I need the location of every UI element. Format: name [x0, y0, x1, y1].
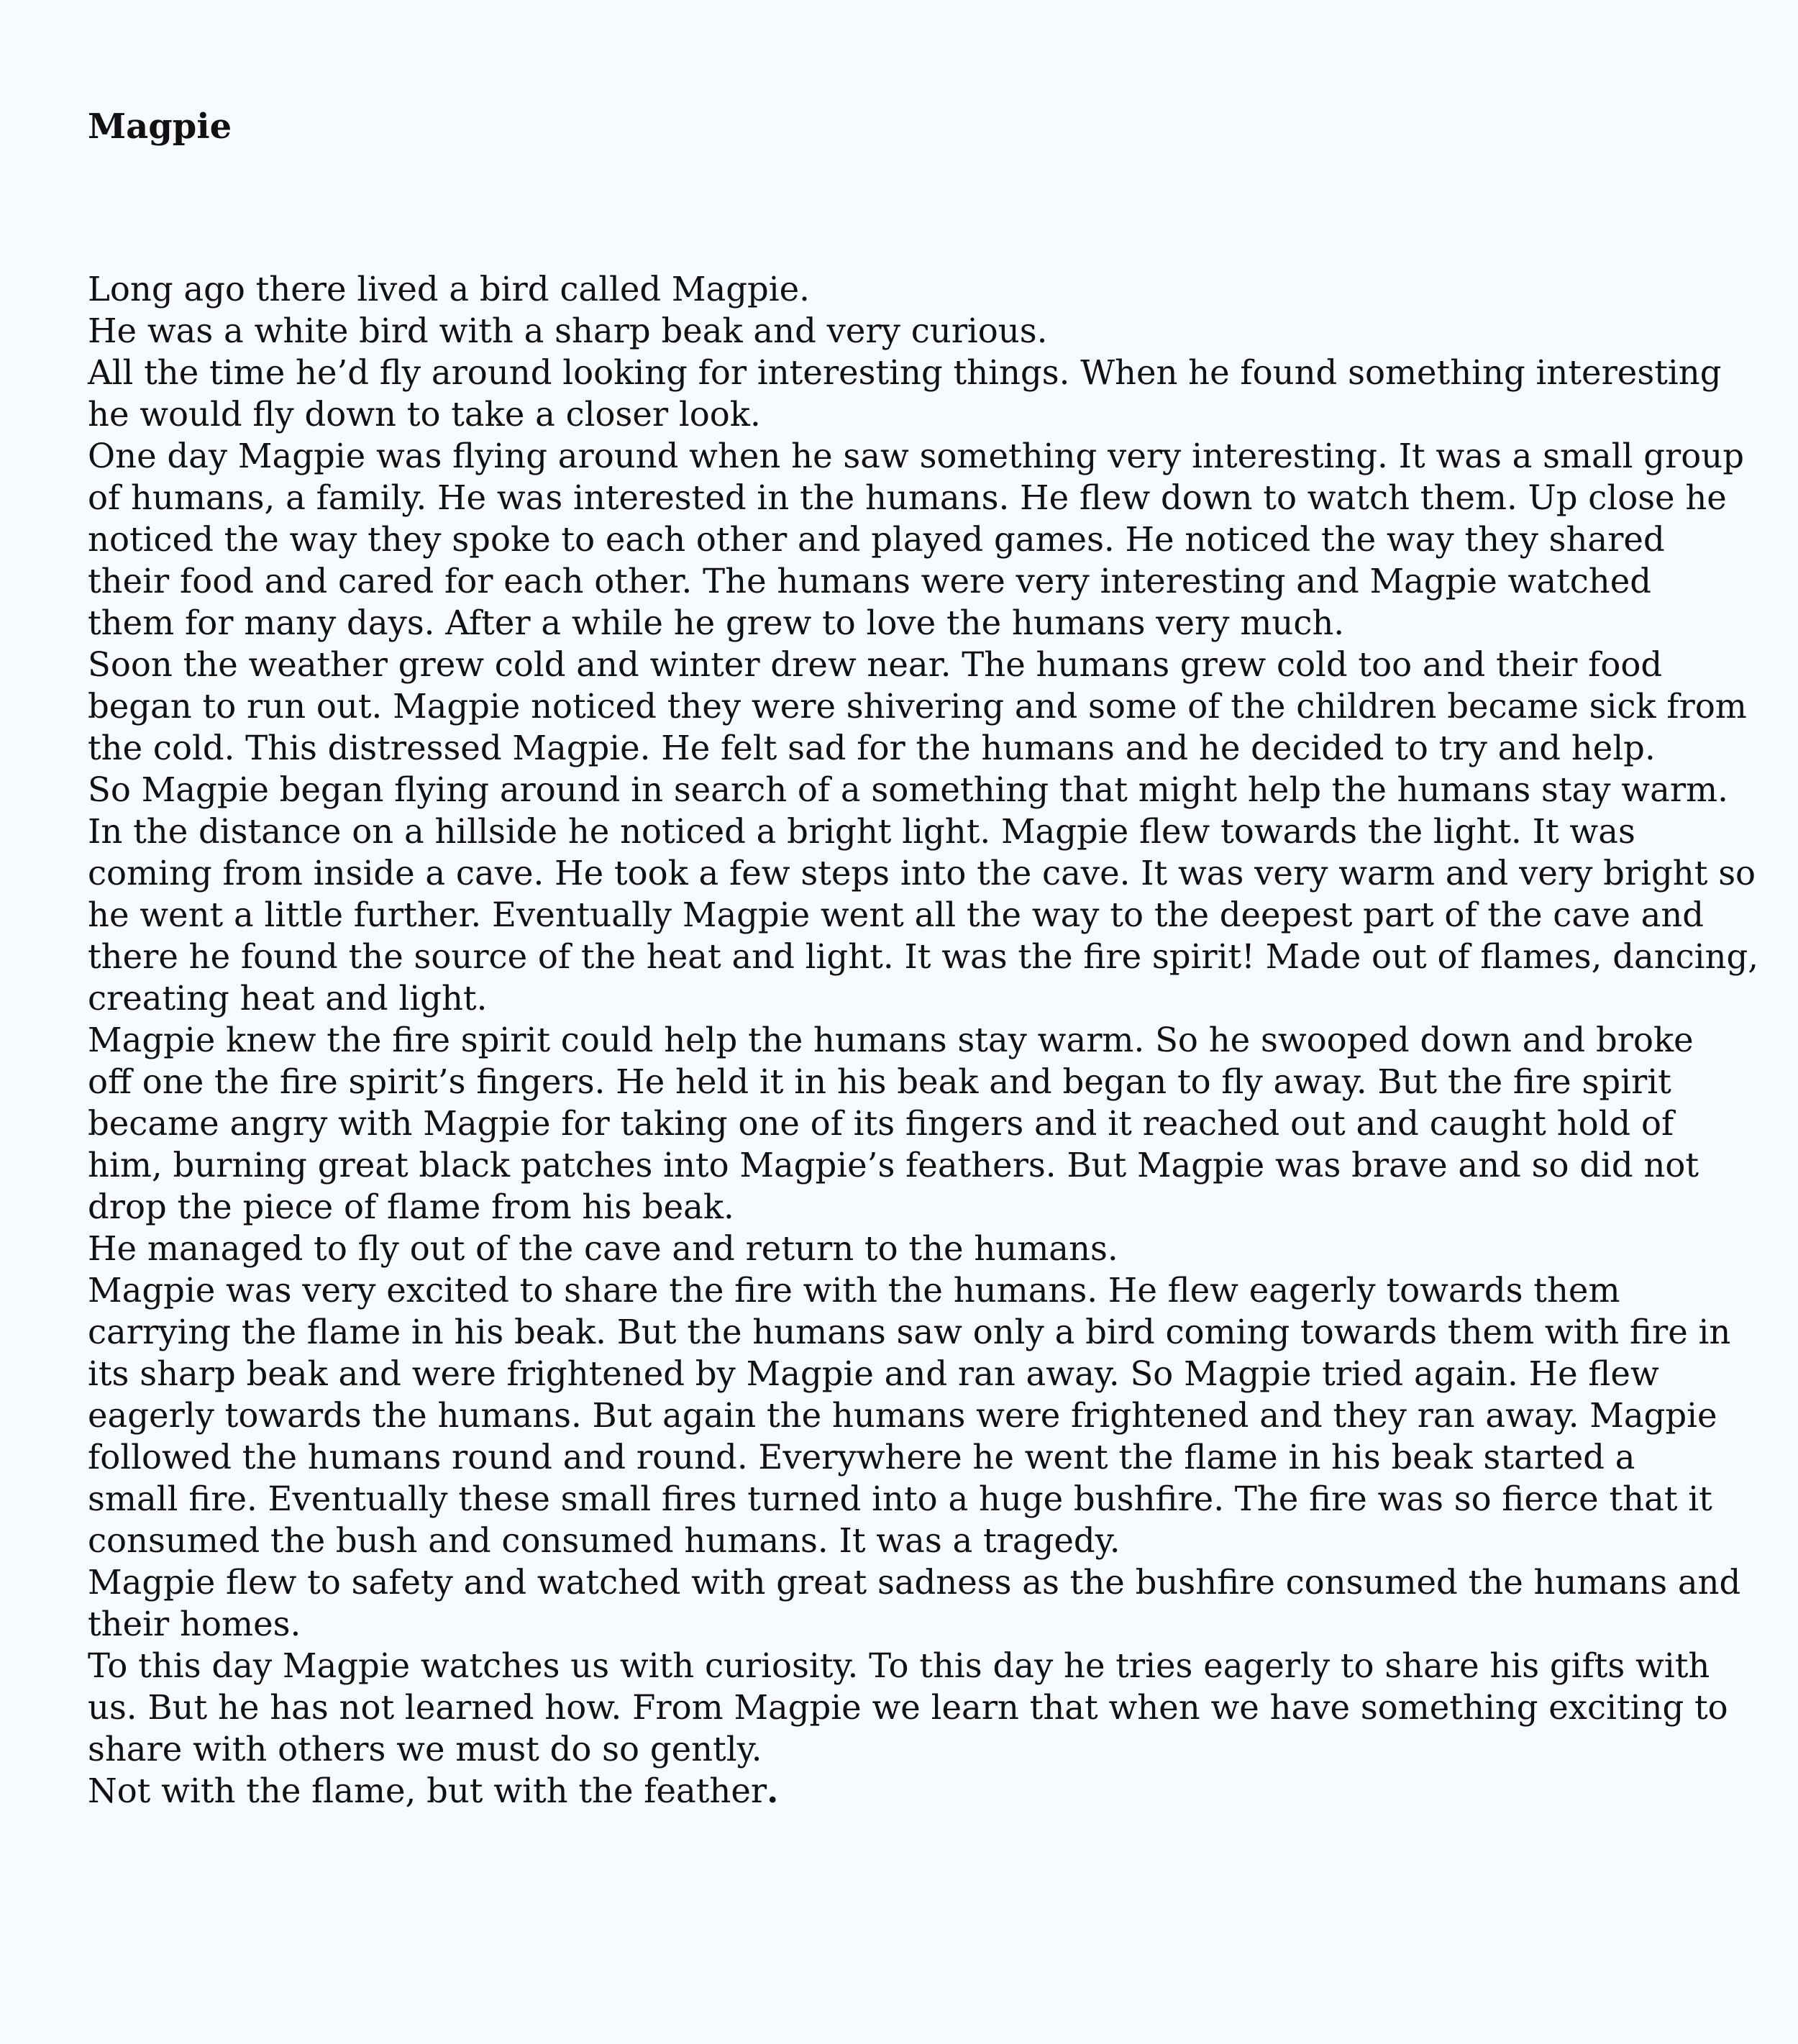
story-line: Long ago there lived a bird called Magpie. — [88, 270, 810, 309]
story-line: coming from inside a cave. He took a few steps into the cave. It was very warm and very bright so — [88, 854, 1756, 893]
story-line: So Magpie began flying around in search of a something that might help the humans stay warm. — [88, 770, 1728, 809]
story-line: He managed to fly out of the cave and return to the humans. — [88, 1229, 1118, 1268]
story-line: In the distance on a hillside he noticed a bright light. Magpie flew towards the light. It was — [88, 812, 1635, 851]
story-line: there he found the source of the heat and light. It was the fire spirit! Made out of flames, dancing, — [88, 937, 1759, 976]
story-line: creating heat and light. — [88, 979, 488, 1018]
story-line: Magpie knew the fire spirit could help the humans stay warm. So he swooped down and broke — [88, 1021, 1694, 1059]
story-line: their homes. — [88, 1605, 301, 1643]
story-line: he went a little further. Eventually Magpie went all the way to the deepest part of the cave and — [88, 895, 1705, 934]
closing-line-text: Not with the flame, but with the feather — [88, 1771, 767, 1810]
story-line: All the time he’d fly around looking for interesting things. When he found something interesting — [88, 353, 1722, 392]
story-line: its sharp beak and were frightened by Magpie and ran away. So Magpie tried again. He flew — [88, 1354, 1659, 1393]
story-line: drop the piece of flame from his beak. — [88, 1187, 734, 1226]
story-closing-line — [88, 1770, 1758, 1812]
story-line: share with others we must do so gently. — [88, 1730, 762, 1769]
story-line: off one the fire spirit’s fingers. He held it in his beak and began to fly away. But the fire spirit — [88, 1062, 1671, 1101]
story-line: began to run out. Magpie noticed they were shivering and some of the children became sick from — [88, 687, 1747, 726]
story-line: them for many days. After a while he grew to love the humans very much. — [88, 603, 1345, 642]
story-line: him, burning great black patches into Magpie’s feathers. But Magpie was brave and so did not — [88, 1146, 1699, 1185]
story-line: of humans, a family. He was interested in the humans. He flew down to watch them. Up close he — [88, 478, 1727, 517]
story-line: us. But he has not learned how. From Magpie we learn that when we have something exciting to — [88, 1688, 1728, 1727]
story-line: noticed the way they spoke to each other and played games. He noticed the way they shared — [88, 520, 1665, 559]
story-line: carrying the flame in his beak. But the humans saw only a bird coming towards them with fire in — [88, 1313, 1731, 1351]
story-line: their food and cared for each other. The humans were very interesting and Magpie watched — [88, 562, 1652, 601]
story-line: Magpie was very excited to share the fire with the humans. He flew eagerly towards them — [88, 1271, 1620, 1310]
closing-line-period: . — [767, 1771, 779, 1810]
story-line: Soon the weather grew cold and winter drew near. The humans grew cold too and their food — [88, 645, 1663, 684]
story-line: Magpie flew to safety and watched with great sadness as the bushfire consumed the humans and — [88, 1563, 1741, 1602]
story-line: small fire. Eventually these small fires turned into a huge bushfire. The fire was so fierce that it — [88, 1479, 1712, 1518]
page-title: Magpie — [88, 106, 232, 147]
story-line: One day Magpie was flying around when he saw something very interesting. It was a small group — [88, 437, 1744, 475]
story-line: To this day Magpie watches us with curiosity. To this day he tries eagerly to share his gifts with — [88, 1646, 1710, 1685]
story-body — [88, 268, 1758, 1812]
story-line: eagerly towards the humans. But again the humans were frightened and they ran away. Magpie — [88, 1396, 1717, 1435]
story-line: he would fly down to take a closer look. — [88, 395, 761, 434]
story-line: followed the humans round and round. Everywhere he went the flame in his beak started a — [88, 1438, 1635, 1477]
story-line: became angry with Magpie for taking one of its fingers and it reached out and caught hold of — [88, 1104, 1674, 1143]
story-line: consumed the bush and consumed humans. It was a tragedy. — [88, 1521, 1121, 1560]
story-line: the cold. This distressed Magpie. He felt sad for the humans and he decided to try and help. — [88, 729, 1656, 767]
story-line: He was a white bird with a sharp beak and very curious. — [88, 311, 1048, 350]
